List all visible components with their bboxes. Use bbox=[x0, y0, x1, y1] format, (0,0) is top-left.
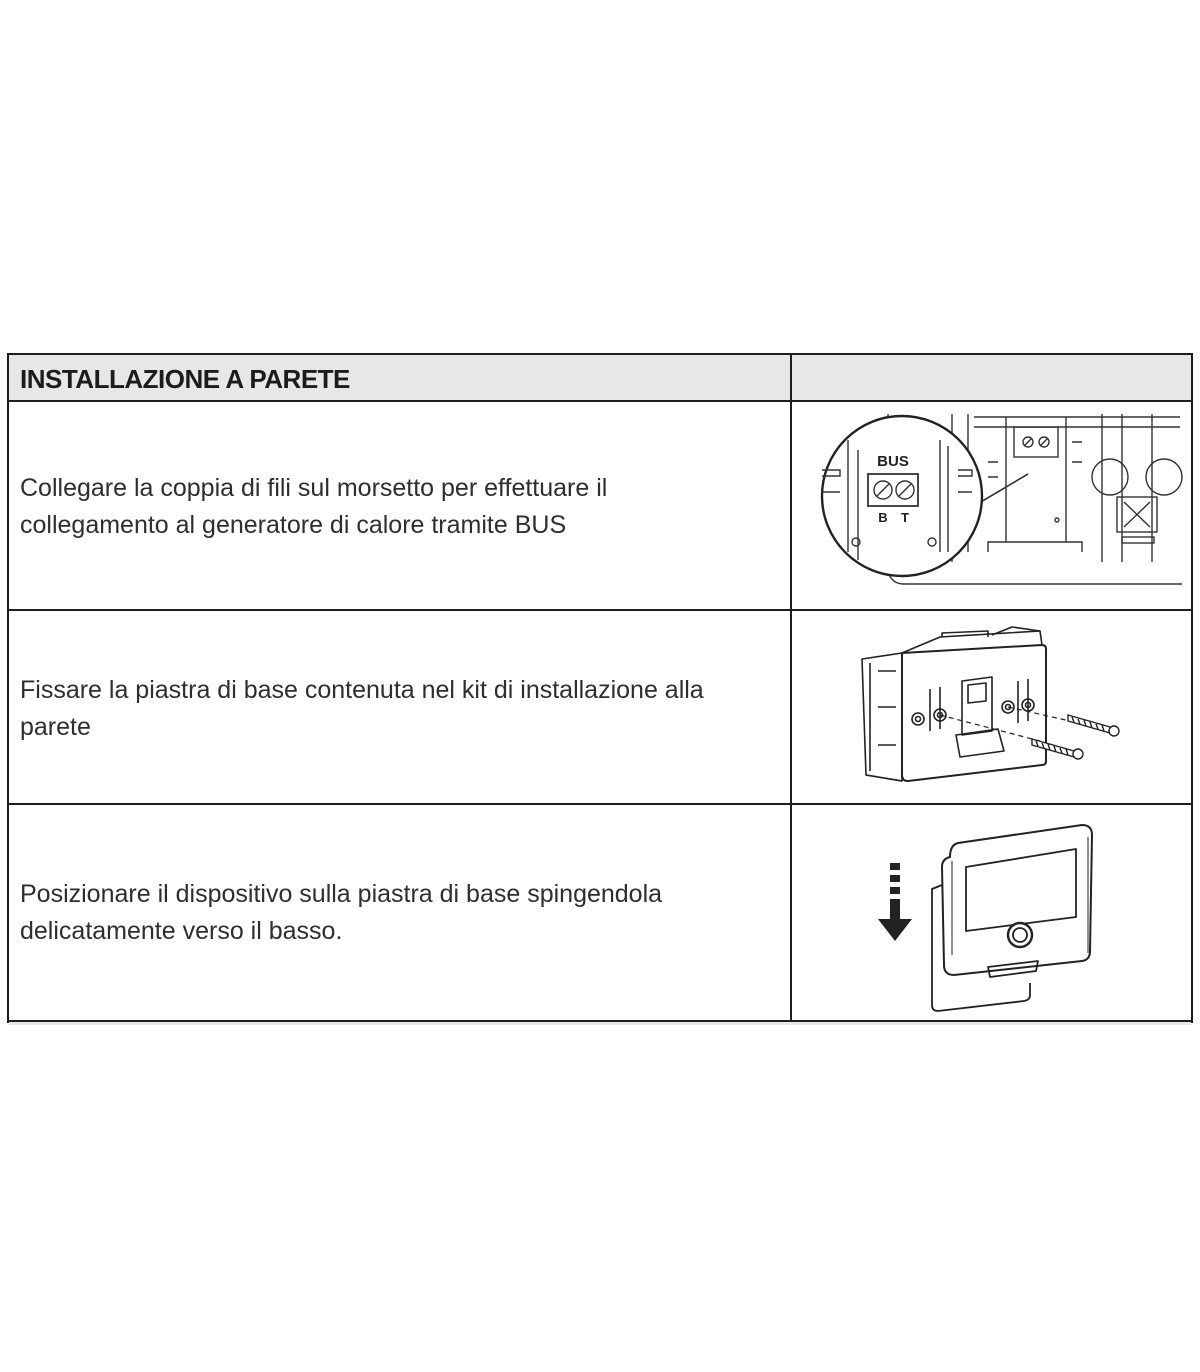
bus-terminal-diagram-icon bbox=[792, 402, 1191, 609]
instruction-text: Collegare la coppia di fili sul morsetto per effettuare il collegamento al generatore di calore tramite BUS bbox=[20, 474, 608, 539]
instruction-text: Posizionare il dispositivo sulla piastra di base spingendola delicatamente verso il basso. bbox=[20, 880, 663, 945]
table-title: INSTALLAZIONE A PARETE bbox=[20, 364, 350, 394]
terminal-b-label: B bbox=[878, 510, 888, 525]
base-plate-screws-diagram-icon bbox=[792, 611, 1191, 803]
device-slide-down-diagram-icon bbox=[792, 805, 1191, 1020]
down-arrow-icon bbox=[878, 863, 912, 941]
table-row bbox=[9, 402, 1191, 611]
installation-table bbox=[7, 353, 1193, 1023]
bus-label: BUS bbox=[877, 453, 909, 470]
terminal-t-label: T bbox=[901, 510, 909, 525]
column-divider bbox=[790, 355, 792, 1022]
table-header bbox=[9, 355, 1191, 402]
table-row bbox=[9, 611, 1191, 805]
instruction-text: Fissare la piastra di base contenuta nel kit di installazione alla parete bbox=[20, 676, 704, 741]
next-section-strip bbox=[9, 1022, 1191, 1025]
table-row bbox=[9, 805, 1191, 1022]
